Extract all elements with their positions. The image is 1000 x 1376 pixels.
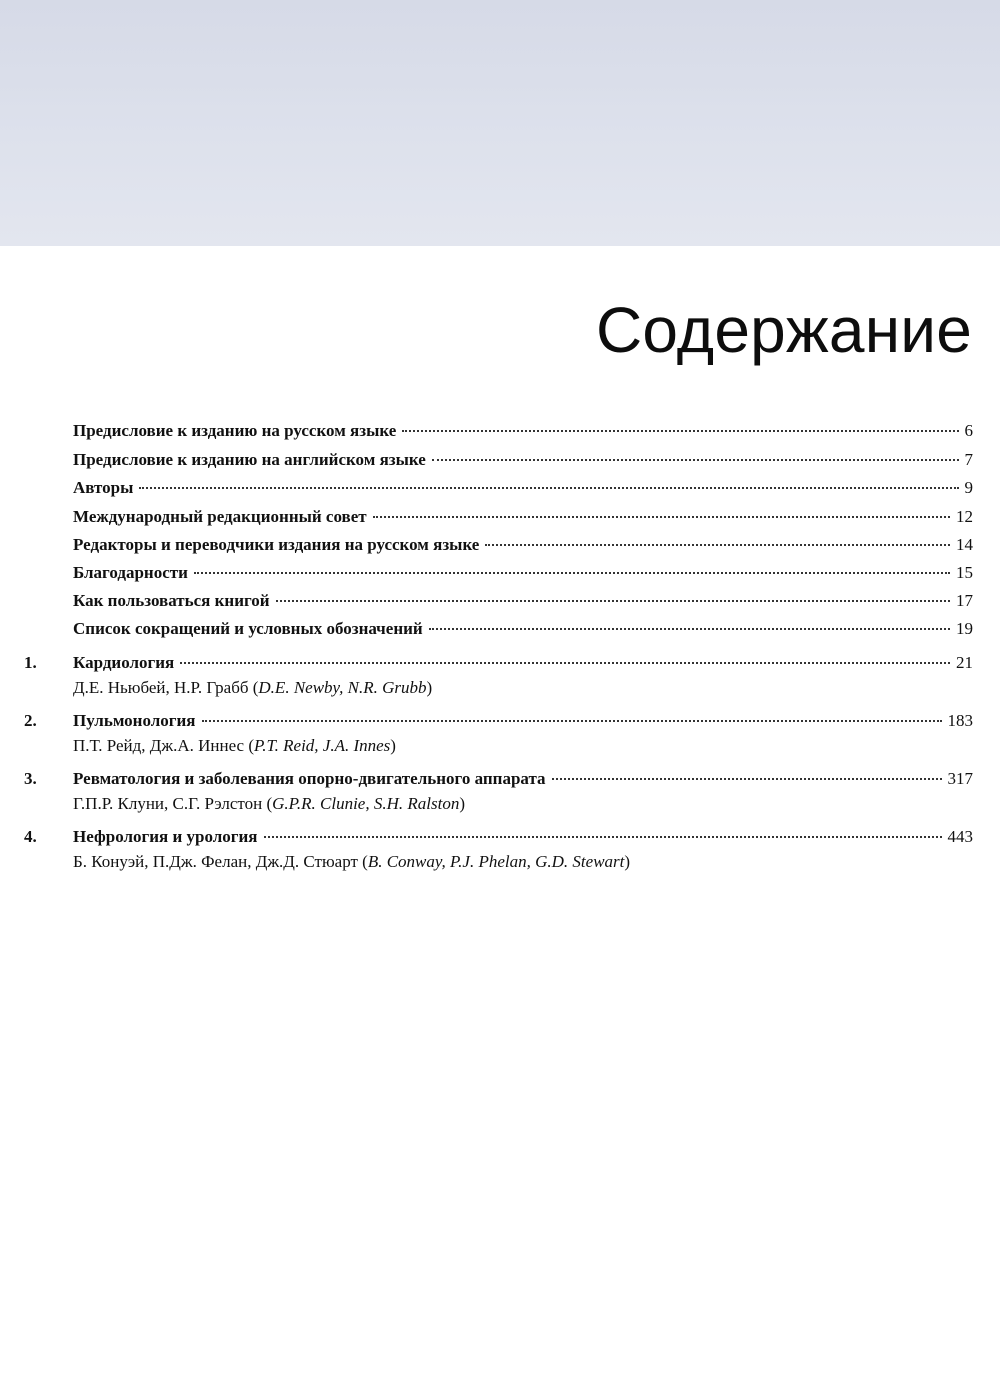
chapter-heading <box>24 711 973 735</box>
dot-leader <box>180 662 950 664</box>
dot-leader <box>276 600 950 602</box>
chapter-number: 4. <box>24 827 37 846</box>
page-title: Содержание <box>595 294 972 366</box>
entry-page-number: 17 <box>956 591 973 610</box>
cover-header-band <box>0 0 1000 246</box>
chapter-entry[interactable] <box>24 711 973 757</box>
toc-entry[interactable] <box>73 421 973 445</box>
entry-title: Благодарности <box>73 563 188 582</box>
dot-leader <box>432 459 959 461</box>
entry-page-number: 9 <box>964 478 973 497</box>
dot-leader <box>485 544 950 546</box>
chapter-authors <box>73 793 973 815</box>
chapter-number: 2. <box>24 711 37 730</box>
chapter-entry[interactable] <box>24 827 973 873</box>
entry-title: Предисловие к изданию на русском языке <box>73 421 397 440</box>
toc-entry[interactable] <box>73 619 973 643</box>
entry-page-number: 7 <box>964 450 973 469</box>
chapter-heading <box>24 769 973 793</box>
authors-russian: Д.Е. Ньюбей, Н.Р. Грабб ( <box>73 678 259 697</box>
chapter-page-number: 317 <box>947 769 973 788</box>
authors-latin: B. Conway, P.J. Phelan, G.D. Stewart <box>367 852 625 871</box>
chapter-authors <box>73 851 973 873</box>
dot-leader <box>264 836 942 838</box>
entry-title: Редакторы и переводчики издания на русском языке <box>73 535 480 554</box>
authors-latin: G.P.R. Clunie, S.H. Ralston <box>272 794 460 813</box>
entry-page-number: 19 <box>956 619 973 638</box>
toc-entry[interactable] <box>73 478 973 502</box>
entry-page-number: 6 <box>964 421 973 440</box>
chapter-entry[interactable] <box>24 653 973 699</box>
authors-close: ) <box>624 852 631 871</box>
dot-leader <box>429 628 950 630</box>
authors-latin: P.T. Reid, J.A. Innes <box>254 736 391 755</box>
toc-entry[interactable] <box>73 563 973 587</box>
authors-russian: П.Т. Рейд, Дж.А. Иннес ( <box>73 736 254 755</box>
entry-page-number: 14 <box>956 535 973 554</box>
chapter-title: Ревматология и заболевания опорно-двигательного аппарата <box>73 769 546 788</box>
dot-leader <box>202 720 942 722</box>
chapter-page-number: 443 <box>947 827 973 846</box>
entry-title: Список сокращений и условных обозначений <box>73 619 423 638</box>
chapter-title: Кардиология <box>73 653 175 672</box>
chapter-authors <box>73 677 973 699</box>
toc-entry[interactable] <box>73 450 973 474</box>
entry-title: Как пользоваться книгой <box>73 591 270 610</box>
chapter-title: Пульмонология <box>73 711 196 730</box>
chapter-entry[interactable] <box>24 769 973 815</box>
chapter-page-number: 183 <box>947 711 973 730</box>
authors-latin: D.E. Newby, N.R. Grubb <box>258 678 427 697</box>
entry-page-number: 15 <box>956 563 973 582</box>
authors-close: ) <box>426 678 433 697</box>
authors-close: ) <box>459 794 465 813</box>
chapter-heading <box>24 827 973 851</box>
dot-leader <box>552 778 942 780</box>
dot-leader <box>139 487 958 489</box>
dot-leader <box>373 516 950 518</box>
authors-russian: Г.П.Р. Клуни, С.Г. Рэлстон ( <box>73 794 273 813</box>
authors-russian: Б. Конуэй, П.Дж. Фелан, Дж.Д. Стюарт ( <box>73 852 368 871</box>
entry-page-number: 12 <box>956 507 973 526</box>
entry-title: Международный редакционный совет <box>73 507 367 526</box>
toc-entry[interactable] <box>73 591 973 615</box>
toc-entry[interactable] <box>73 507 973 531</box>
authors-close: ) <box>390 736 396 755</box>
chapter-number: 1. <box>24 653 37 672</box>
dot-leader <box>194 572 950 574</box>
entry-title: Авторы <box>73 478 134 497</box>
chapter-page-number: 21 <box>956 653 973 672</box>
entry-title: Предисловие к изданию на английском языке <box>73 450 426 469</box>
chapter-number: 3. <box>24 769 37 788</box>
toc-entry[interactable] <box>73 535 973 559</box>
chapter-authors <box>73 735 973 757</box>
dot-leader <box>402 430 958 432</box>
chapter-title: Нефрология и урология <box>73 827 258 846</box>
chapter-heading <box>24 653 973 677</box>
